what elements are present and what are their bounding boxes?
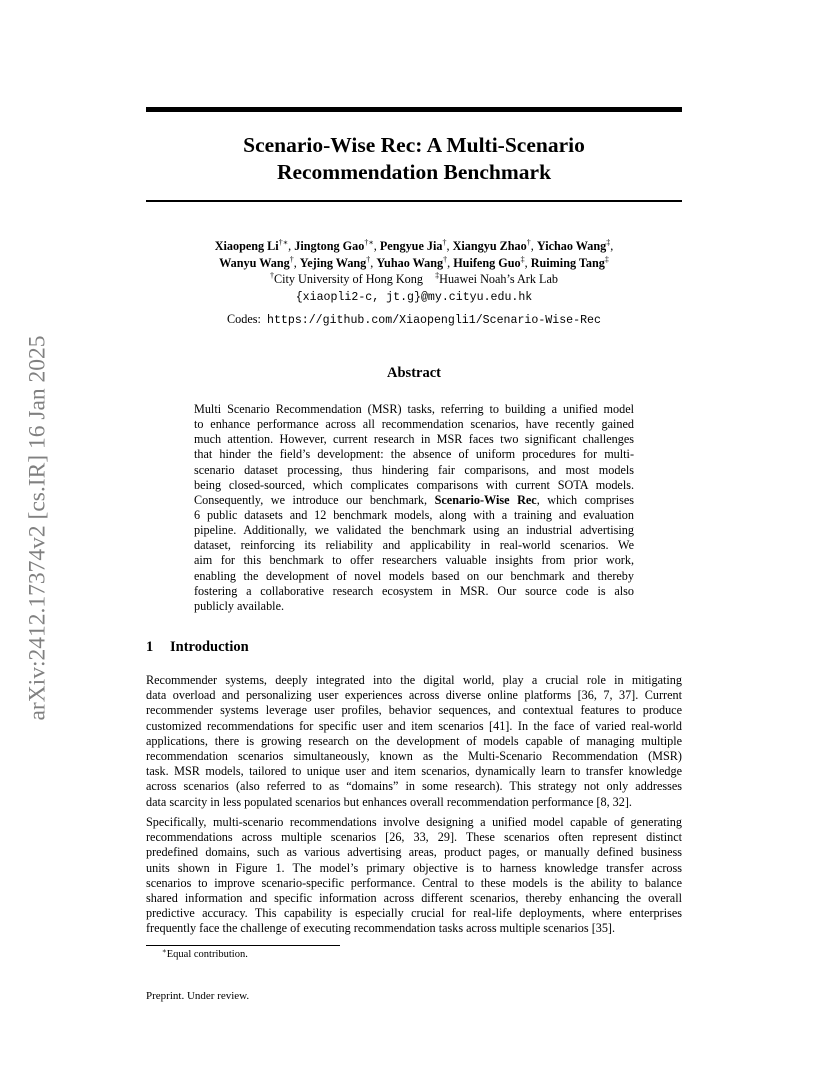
section-title: Introduction <box>170 639 249 655</box>
abstract-body <box>194 402 634 614</box>
text-line: much attention. However, current research in MSR faces two significant challenges <box>194 432 634 447</box>
footnote <box>162 949 248 960</box>
text-line: predictive accuracy. This capability is especially crucial for real-life deployments, where enterprises <box>146 906 682 921</box>
text-line: predefined domains, such as various advertising areas, product pages, or manually defined business <box>146 845 682 860</box>
codes-line <box>146 312 682 327</box>
author-name: Pengyue Jia <box>379 239 443 253</box>
author-name: Yejing Wang <box>299 255 367 270</box>
benchmark-name: Scenario-Wise Rec <box>434 492 537 507</box>
author-line: Xiaopeng Li†∗, Jingtong Gao†∗, Pengyue Jia†, Xiangyu Zhao†, Yichao Wang‡, <box>214 238 614 253</box>
arxiv-stamp: arXiv:2412.17374v2 [cs.IR] 16 Jan 2025 <box>24 335 51 721</box>
text-line: Consequently, we introduce our benchmark, Scenario-Wise Rec, which comprises <box>194 492 634 507</box>
author-name: Huifeng Guo <box>453 255 521 270</box>
author-mark: ‡ <box>606 238 611 247</box>
author-name: Xiaopeng Li <box>214 239 279 253</box>
footnote-mark: ∗ <box>162 947 167 955</box>
section-heading <box>146 639 249 656</box>
affiliation-line <box>146 271 682 288</box>
author-mark: † <box>289 254 294 264</box>
text-line: recommendation scenarios simultaneously, known as the Multi-Scenario Recommendation (MSR) <box>146 748 682 763</box>
title-line: Recommendation Benchmark <box>276 160 552 184</box>
author-email: {xiaopli2-c, jt.g}@my.cityu.edu.hk <box>295 290 533 304</box>
text-line: recommender systems leverage user profiles, behavior sequences, and contextual features to produce <box>146 703 682 718</box>
author-mark: † <box>443 254 448 264</box>
affiliation-mark: ‡ <box>435 271 440 280</box>
text-line: pipeline. Additionally, we validated the benchmark using an industrial advertising <box>194 523 634 538</box>
text-line: applications, there is growing research on the development of models capable of managing multiple <box>146 733 682 748</box>
text-line: to enhance performance across all recommendation scenarios, have recently gained <box>194 417 634 432</box>
author-name: Xiangyu Zhao <box>452 239 527 253</box>
author-name: Yichao Wang <box>536 239 607 253</box>
title-bottom-rule <box>146 200 682 202</box>
author-mark: †∗ <box>364 238 374 247</box>
text-line: customized recommendations for specific user and item scenarios [41]. In the face of varied real-world <box>146 718 682 733</box>
text-line: Specifically, multi-scenario recommendations involve designing a unified model capable of generating <box>146 815 682 829</box>
footnote-text: Equal contribution. <box>166 949 248 960</box>
codes-link[interactable]: https://github.com/Xiaopengli1/Scenario-Wise-Rec <box>266 314 601 327</box>
text-line: scenarios to improve scenario-specific performance. Central to these models is the ability to balance <box>146 875 682 890</box>
text-line: data scarcity in less populated scenarios but enhances overall recommendation performance [8, 32]. <box>146 794 632 809</box>
affiliation-name: City University of Hong Kong <box>274 272 423 286</box>
text-line: fostering a collaborative research ecosystem in MSR. Our source code is also <box>194 583 634 598</box>
text-line: scenario dataset processing, thus hindering fair comparisons, and most models <box>194 462 634 477</box>
affiliation-name: Huawei Noah’s Ark Lab <box>439 272 558 286</box>
author-mark: † <box>526 238 531 247</box>
author-name: Jingtong Gao <box>294 239 365 253</box>
text-line: Recommender systems, deeply integrated into the digital world, play a crucial role in mitigating <box>146 673 682 687</box>
author-mark: ‡ <box>520 254 525 264</box>
author-mark: ‡ <box>604 254 609 264</box>
text-line: enabling the development of novel models based on our benchmark and thereby <box>194 568 634 583</box>
preprint-note: Preprint. Under review. <box>146 990 250 1002</box>
author-mark: † <box>442 238 447 247</box>
codes-label: Codes: <box>227 312 261 326</box>
author-name: Ruiming Tang <box>530 255 605 270</box>
text-line: task. MSR models, tailored to unique user and item scenarios, dynamically learn to transfer knowledge <box>146 764 682 779</box>
text-line: data overload and personalizing user experiences across diverse online platforms [36, 7, 37]. Current <box>146 688 682 703</box>
intro-paragraph-2 <box>146 815 682 937</box>
email-line <box>146 288 682 307</box>
text-line: frequently face the challenge of executing recommendation tasks across multiple scenarios [35]. <box>146 921 616 936</box>
author-mark: †∗ <box>278 238 289 247</box>
author-name: Yuhao Wang <box>376 255 444 270</box>
abstract-heading: Abstract <box>387 365 441 381</box>
text-line: 6 public datasets and 12 benchmark models, along with a training and evaluation <box>194 507 634 522</box>
text-line: that hinder the field’s development: the absence of uniform procedures for multi- <box>194 447 634 462</box>
text-line: units shown in Figure 1. The model’s primary objective is to harness knowledge transfer across <box>146 860 682 875</box>
author-block <box>146 238 682 306</box>
section-number: 1 <box>146 639 154 655</box>
text-line: being closed-sourced, which complicates comparisons with current SOTA models. <box>194 477 634 492</box>
text-line: dataset, reinforcing its reliability and applicability in real-world scenarios. We <box>194 538 634 553</box>
text-line: Multi Scenario Recommendation (MSR) tasks, referring to building a unified model <box>194 402 634 416</box>
text-line: across scenarios (also referred to as “domains” in some research). This strategy not only addresses <box>146 779 682 794</box>
author-name: Wanyu Wang <box>219 255 290 270</box>
footnote-rule <box>146 945 340 946</box>
text-line: shared information and specific information across different scenarios, thereby enhancing the overall <box>146 890 682 905</box>
text-line: recommendations across multiple scenarios [26, 33, 29]. These scenarios often represent distinct <box>146 830 682 845</box>
title-top-rule <box>146 107 682 112</box>
author-line: Wanyu Wang†, Yejing Wang†, Yuhao Wang†, Huifeng Guo‡, Ruiming Tang‡ <box>219 254 609 270</box>
paper-title <box>146 132 682 186</box>
text-line: publicly available. <box>194 598 285 613</box>
title-line: Scenario-Wise Rec: A Multi-Scenario <box>243 133 585 157</box>
intro-paragraph-1 <box>146 673 682 810</box>
affiliation-mark: † <box>270 271 275 280</box>
author-mark: † <box>366 254 371 264</box>
text-line: aim for this benchmark to offer researchers valuable insights from prior work, <box>194 553 634 568</box>
